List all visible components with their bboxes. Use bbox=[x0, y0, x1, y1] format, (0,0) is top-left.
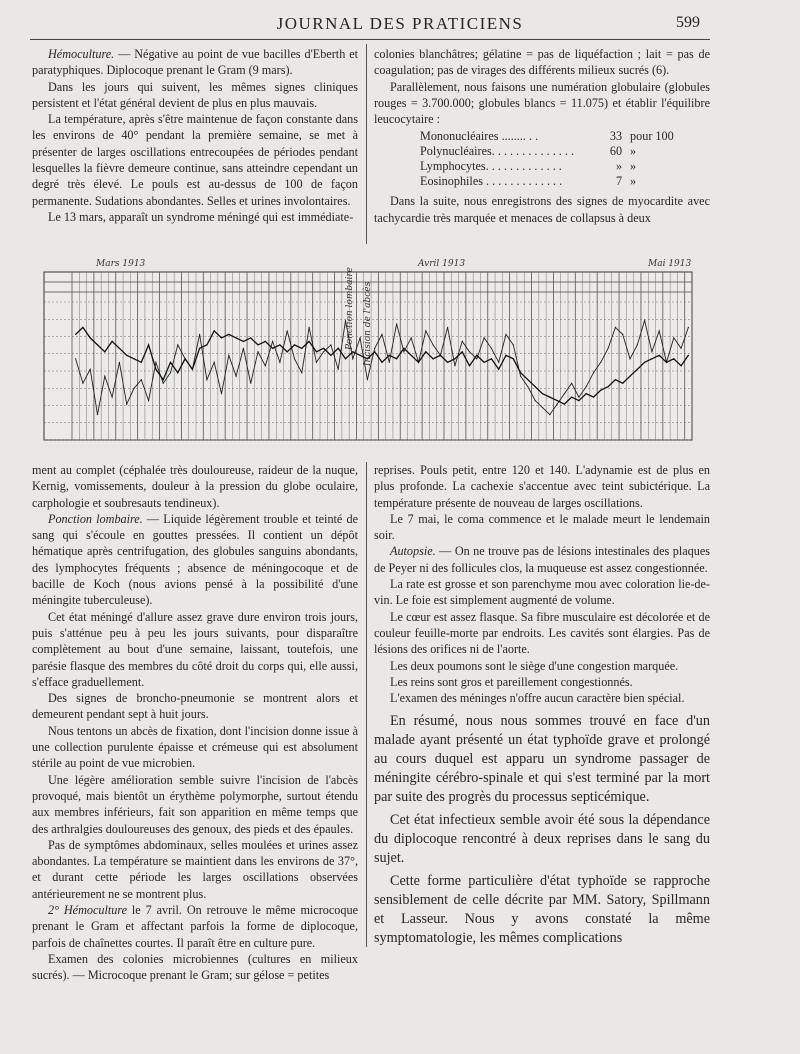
chart-point bbox=[257, 344, 258, 345]
paragraph-text: Une légère amélioration semble suivre l'incision de l'abcès provoqué, mais bientôt un érythème polymorphe, surtout étendu aux membres inférieurs, fait son apparition en même temps que des arthralgies douloureuses des genoux, des pieds et des épaules. bbox=[32, 772, 358, 836]
chart-point bbox=[338, 348, 339, 349]
formula-cell-value: » bbox=[615, 159, 623, 174]
chart-point bbox=[454, 365, 455, 366]
chart-point bbox=[236, 376, 237, 377]
paragraph-text: Nous tentons un abcès de fixation, dont l'incision donne issue à une collection purulente épaisse et crémeuse qui est absolument stérile au point de vue microbien. bbox=[32, 723, 358, 771]
chart-point bbox=[389, 362, 390, 363]
chart-point bbox=[396, 323, 397, 324]
paragraph bbox=[32, 690, 358, 723]
chart-point bbox=[403, 351, 404, 352]
paragraph bbox=[32, 79, 358, 112]
chart-point bbox=[433, 358, 434, 359]
chart-point bbox=[272, 341, 273, 342]
chart-point bbox=[608, 348, 609, 349]
chart-point bbox=[243, 341, 244, 342]
chart-point bbox=[192, 369, 193, 370]
chart-point bbox=[141, 379, 142, 380]
chart-point bbox=[374, 351, 375, 352]
paragraph bbox=[32, 723, 358, 772]
chart-point bbox=[600, 362, 601, 363]
paragraph-text: L'examen des méninges n'offre aucun caractère bien spécial. bbox=[390, 691, 685, 706]
chart-point bbox=[440, 355, 441, 356]
chart-point bbox=[681, 348, 682, 349]
header-rule bbox=[30, 39, 710, 40]
paragraph bbox=[32, 462, 358, 511]
chart-point bbox=[381, 362, 382, 363]
paragraph bbox=[32, 511, 358, 609]
chart-month-label: Mai 1913 bbox=[648, 259, 692, 269]
column-divider-bottom bbox=[366, 462, 367, 947]
summary-paragraph: Cet état infectieux semble avoir été sous la dépendance du diplocoque rencontré à deux reprises dans le sang du sujet. bbox=[374, 812, 710, 867]
chart-point bbox=[177, 344, 178, 345]
chart-point bbox=[615, 379, 616, 380]
chart-point bbox=[316, 362, 317, 363]
chart-point bbox=[396, 358, 397, 359]
formula-row bbox=[416, 129, 704, 144]
chart-point bbox=[119, 362, 120, 363]
chart-point bbox=[462, 351, 463, 352]
paragraph bbox=[32, 609, 358, 690]
chart-point bbox=[155, 362, 156, 363]
formula-row bbox=[416, 144, 704, 159]
chart-point bbox=[622, 383, 623, 384]
chart-point bbox=[265, 341, 266, 342]
formula-cell-unit: » bbox=[630, 144, 637, 159]
chart-point bbox=[557, 400, 558, 401]
paragraph-text: — On ne trouve pas de lésions intestinales des plaques de Peyer ni des follicules clos, la muqueuse est assez congestionnée. bbox=[374, 544, 710, 575]
chart-point bbox=[513, 344, 514, 345]
chart-point bbox=[374, 348, 375, 349]
formula-cell-value: 60 bbox=[609, 144, 623, 159]
paragraph-lead: 2° Hémoculture bbox=[48, 903, 128, 918]
chart-point bbox=[221, 337, 222, 338]
chart-point bbox=[206, 379, 207, 380]
paragraph-lead: Hémoculture. bbox=[48, 47, 115, 61]
chart-point bbox=[236, 337, 237, 338]
chart-point bbox=[112, 341, 113, 342]
chart-point bbox=[433, 344, 434, 345]
chart-point bbox=[148, 344, 149, 345]
chart-point bbox=[411, 355, 412, 356]
column-divider-top bbox=[366, 44, 367, 244]
chart-point bbox=[513, 358, 514, 359]
chart-point bbox=[126, 355, 127, 356]
chart-point bbox=[622, 334, 623, 335]
formula-cell-unit: » bbox=[630, 174, 637, 189]
chart-point bbox=[681, 365, 682, 366]
paragraph-text: Le cœur est assez flasque. Sa fibre musculaire est décolorée et de couleur feuille-morte par endroits. Les cavités sont élargies. Pas de lésions des orifices ni de l'aorte. bbox=[374, 609, 710, 657]
chart-point bbox=[593, 397, 594, 398]
chart-point bbox=[381, 334, 382, 335]
chart-point bbox=[345, 358, 346, 359]
chart-point bbox=[593, 372, 594, 373]
page-number: 599 bbox=[676, 14, 700, 31]
paragraph bbox=[374, 543, 710, 576]
paragraph bbox=[32, 951, 358, 984]
chart-point bbox=[163, 383, 164, 384]
chart-point bbox=[535, 400, 536, 401]
paragraph-text: La rate est grosse et son parenchyme mou avec coloration lie-de-vin. Le foie est simplement augmenté de volume. bbox=[374, 577, 710, 608]
chart-point bbox=[294, 344, 295, 345]
paragraph bbox=[374, 511, 710, 544]
chart-point bbox=[330, 344, 331, 345]
chart-point bbox=[82, 383, 83, 384]
temperature-pulse-chart bbox=[36, 254, 698, 450]
chart-point bbox=[586, 393, 587, 394]
chart-point bbox=[155, 369, 156, 370]
paragraph bbox=[374, 658, 710, 674]
chart-point bbox=[476, 355, 477, 356]
chart-point bbox=[535, 386, 536, 387]
chart-point bbox=[214, 362, 215, 363]
chart-point bbox=[651, 358, 652, 359]
chart-point bbox=[637, 344, 638, 345]
right-column-top bbox=[374, 46, 710, 226]
chart-point bbox=[615, 327, 616, 328]
chart-point bbox=[104, 351, 105, 352]
chart-point bbox=[97, 344, 98, 345]
left-column-bottom bbox=[32, 462, 358, 984]
chart-point bbox=[520, 376, 521, 377]
chart-point bbox=[75, 358, 76, 359]
chart-point bbox=[411, 337, 412, 338]
chart-point bbox=[367, 379, 368, 380]
chart-point bbox=[688, 327, 689, 328]
chart-point bbox=[520, 372, 521, 373]
chart-point bbox=[564, 393, 565, 394]
formula-cell-name: Mononucléaires ........ . . bbox=[420, 129, 539, 144]
chart-point bbox=[170, 372, 171, 373]
chart-point bbox=[469, 365, 470, 366]
chart-point bbox=[257, 351, 258, 352]
chart-point bbox=[163, 379, 164, 380]
chart-point bbox=[75, 334, 76, 335]
chart-point bbox=[564, 404, 565, 405]
paragraph-lead: Autopsie. bbox=[390, 544, 436, 559]
chart-point bbox=[425, 351, 426, 352]
paragraph-text: Les deux poumons sont le siège d'une congestion marquée. bbox=[390, 658, 679, 673]
chart-point bbox=[578, 400, 579, 401]
formula-cell-name: Polynucléaires. . . . . . . . . . . . . . bbox=[420, 144, 575, 159]
chart-point bbox=[425, 330, 426, 331]
page-header bbox=[0, 14, 800, 38]
chart-point bbox=[243, 348, 244, 349]
chart-point bbox=[644, 362, 645, 363]
paragraph-text: reprises. Pouls petit, entre 120 et 140. L'adynamie est de plus en plus profonde. La cachexie s'accentue avec teint subictérique. La température présente de nouveau de larges oscillations. bbox=[374, 463, 710, 510]
chart-point bbox=[316, 351, 317, 352]
chart-point bbox=[112, 397, 113, 398]
chart-point bbox=[352, 351, 353, 352]
chart-point bbox=[505, 355, 506, 356]
chart-point bbox=[279, 362, 280, 363]
formula-cell-value: 7 bbox=[615, 174, 623, 189]
chart-point bbox=[527, 386, 528, 387]
chart-point bbox=[673, 358, 674, 359]
chart-point bbox=[659, 330, 660, 331]
chart-point bbox=[403, 348, 404, 349]
chart-point bbox=[469, 351, 470, 352]
formula-cell-unit: pour 100 bbox=[630, 129, 674, 144]
chart-point bbox=[228, 355, 229, 356]
chart-point bbox=[527, 379, 528, 380]
paragraph-text: le 7 avril. On retrouve le même microcoque prenant le Gram et affectant parfois la forme de diplocoque, parfois de chaînettes courtes. Il paraît être en culture pure. bbox=[32, 903, 358, 950]
chart-point bbox=[90, 369, 91, 370]
chart-point bbox=[666, 362, 667, 363]
paragraph-lead: Ponction lombaire. bbox=[48, 511, 143, 526]
chart-point bbox=[104, 376, 105, 377]
chart-point bbox=[97, 414, 98, 415]
chart-point bbox=[476, 358, 477, 359]
paragraph-text: Cet état méningé d'allure assez grave dure environ trois jours, puis s'atténue peu à peu les jours suivants, pour disparaître complètement au bout d'une semaine, laissant, toutefois, une parésie flasque des membres du côté droit du corps qui, elle aussi, s'efface graduellement. bbox=[32, 609, 358, 689]
left-column-top bbox=[32, 46, 358, 225]
chart-point bbox=[498, 369, 499, 370]
paragraph-text: Les reins sont gros et pareillement congestionnés. bbox=[390, 674, 633, 689]
chart-point bbox=[462, 341, 463, 342]
chart-point bbox=[418, 362, 419, 363]
chart-point bbox=[491, 358, 492, 359]
formula-cell-name: Eosinophiles . . . . . . . . . . . . . bbox=[420, 174, 563, 189]
running-head: JOURNAL DES PRATICIENS bbox=[276, 14, 524, 33]
paragraph-text: — Liquide légèrement trouble et teinté de sang qui s'écoule en gouttes pressées. Il contient un dépôt hématique après centrifugation, des globules sanguins abondants, des lymphocytes fréquents ; absence de méningocoque et de bacille de Koch (nous avions pensé à la possibilité d'une méningite tuberculeuse). bbox=[32, 511, 358, 608]
paragraph-text: Le 13 mars, apparaît un syndrome méningé qui est immédiate- bbox=[48, 209, 354, 224]
chart-point bbox=[491, 348, 492, 349]
chart-month-label: Mars 1913 bbox=[96, 259, 146, 269]
paragraph bbox=[374, 576, 710, 609]
chart-point bbox=[323, 351, 324, 352]
chart-point bbox=[330, 355, 331, 356]
paragraph-text: Examen des colonies microbiennes (cultures en milieux sucrés). — Microcoque prenant le Gram; sur gélose = petites bbox=[32, 951, 358, 983]
paragraph-text: ment au complet (céphalée très douloureuse, raideur de la nuque, Kernig, vomissements, douleur à la pression du globe oculaire, carphologie et soubresauts tendineux). bbox=[32, 463, 358, 510]
paragraph bbox=[374, 609, 710, 658]
paragraph bbox=[32, 772, 358, 837]
paragraph bbox=[374, 674, 710, 690]
chart-point bbox=[360, 355, 361, 356]
paragraph-myocardite: Dans la suite, nous enregistrons des signes de myocardite avec tachycardie très marquée et menaces de collapsus à deux bbox=[374, 194, 710, 225]
chart-point bbox=[549, 397, 550, 398]
chart-point bbox=[221, 393, 222, 394]
chart-point bbox=[250, 337, 251, 338]
paragraph-text: La température, après s'être maintenue de façon constante dans les environs de 40° pendant la première semaine, se met à présenter de larges oscillations entrecoupées de périodes pendant lesquelles la fièvre demeure continue, sans atteindre cependant un degré très élevé. Le pouls est au-dessus de 100 de façon permanente. Sudations abondantes. Selles et urines involontaires. bbox=[32, 112, 358, 208]
chart-point bbox=[549, 414, 550, 415]
chart-point bbox=[206, 344, 207, 345]
chart-point bbox=[90, 337, 91, 338]
chart-point bbox=[199, 334, 200, 335]
chart-point bbox=[586, 386, 587, 387]
chart-point bbox=[82, 327, 83, 328]
chart-vertical-note: Incision de l'abcès bbox=[363, 281, 373, 366]
paragraph-text: Le 7 mai, le coma commence et le malade meurt le lendemain soir. bbox=[374, 511, 710, 543]
chart-point bbox=[301, 348, 302, 349]
chart-point bbox=[214, 330, 215, 331]
chart-point bbox=[185, 358, 186, 359]
chart-point bbox=[629, 358, 630, 359]
paragraph bbox=[32, 837, 358, 902]
paragraph bbox=[32, 902, 358, 951]
paragraph bbox=[32, 209, 358, 225]
chart-point bbox=[557, 404, 558, 405]
formula-row bbox=[416, 159, 704, 174]
chart-point bbox=[571, 397, 572, 398]
chart-point bbox=[287, 330, 288, 331]
chart-point bbox=[228, 334, 229, 335]
chart-point bbox=[447, 327, 448, 328]
chart-point bbox=[505, 334, 506, 335]
chart-point bbox=[301, 372, 302, 373]
paragraph bbox=[374, 690, 710, 706]
chart-point bbox=[279, 344, 280, 345]
chart-point bbox=[542, 393, 543, 394]
chart-point bbox=[484, 337, 485, 338]
paragraph-text: — Négative au point de vue bacilles d'Eberth et paratyphiques. Diplocoque prenant le Gram (9 mars). bbox=[32, 47, 358, 78]
chart-point bbox=[498, 362, 499, 363]
chart-point bbox=[571, 383, 572, 384]
chart-point bbox=[338, 369, 339, 370]
formula-cell-name: Lymphocytes. . . . . . . . . . . . . bbox=[420, 159, 562, 174]
chart-point bbox=[272, 348, 273, 349]
chart-point bbox=[673, 337, 674, 338]
chart-point bbox=[360, 337, 361, 338]
chart-point bbox=[637, 369, 638, 370]
chart-vertical-note: Ponction lombaire bbox=[345, 267, 355, 350]
formula-row bbox=[416, 174, 704, 189]
chart-point bbox=[688, 355, 689, 356]
chart-point bbox=[608, 386, 609, 387]
paragraph-text: Dans les jours qui suivent, les mêmes signes cliniques persistent et l'état général devient de plus en plus mauvais. bbox=[32, 79, 358, 110]
chart-point bbox=[309, 327, 310, 328]
chart-point bbox=[352, 358, 353, 359]
chart-month-label: Avril 1913 bbox=[418, 259, 466, 269]
leucocyte-formula-table bbox=[416, 129, 704, 189]
chart-point bbox=[454, 358, 455, 359]
paragraph-numeration: Parallèlement, nous faisons une numération globulaire (globules rouges = 3.700.000; globules blancs = 11.075) et établir l'équilibre leucocytaire : bbox=[374, 79, 710, 127]
chart-point bbox=[133, 388, 134, 389]
chart-point bbox=[629, 376, 630, 377]
chart-point bbox=[177, 372, 178, 373]
paragraph bbox=[32, 46, 358, 79]
right-column-bottom bbox=[374, 462, 710, 952]
chart-point bbox=[389, 355, 390, 356]
chart-point bbox=[644, 320, 645, 321]
chart-point bbox=[651, 351, 652, 352]
paragraph bbox=[374, 462, 710, 511]
summary-block bbox=[374, 712, 710, 948]
chart-point bbox=[447, 362, 448, 363]
chart-point bbox=[119, 348, 120, 349]
paragraph-colonies: colonies blanchâtres; gélatine = pas de liquéfaction ; lait = pas de coagulation; pas de virages des différents milieux sucrés (6). bbox=[374, 47, 710, 78]
chart-point bbox=[170, 362, 171, 363]
chart-point bbox=[323, 348, 324, 349]
chart-point bbox=[600, 390, 601, 391]
chart-point bbox=[287, 351, 288, 352]
chart-point bbox=[133, 358, 134, 359]
chart-point bbox=[265, 365, 266, 366]
chart-point bbox=[309, 341, 310, 342]
chart-point bbox=[294, 358, 295, 359]
formula-cell-unit: » bbox=[630, 159, 637, 174]
paragraph bbox=[32, 111, 358, 209]
chart-point bbox=[542, 407, 543, 408]
formula-cell-value: 33 bbox=[609, 129, 623, 144]
chart-point bbox=[199, 348, 200, 349]
paragraph-text: Pas de symptômes abdominaux, selles moulées et urines assez abondantes. La température se maintient dans les environs de 37°, et durant cette période les larges oscillations observées antérieurement ne se montrent plus. bbox=[32, 837, 358, 901]
summary-paragraph: Cette forme particulière d'état typhoïde se rapproche sensiblement de celle décrite par MM. Satory, Spillmann et Lasseur. Nous y avons constaté la même symptomatologie, les mêmes complications bbox=[374, 873, 710, 947]
chart-point bbox=[484, 362, 485, 363]
chart-point bbox=[250, 383, 251, 384]
summary-paragraph: En résumé, nous nous sommes trouvé en face d'un malade ayant présenté un état typhoïde grave et prolongé au cours duquel est apparu un syndrome passager de méningite cérébro-spinale et qui s'est terminé par la mort par suite des progrès du processus septicémique. bbox=[374, 713, 710, 806]
chart-point bbox=[141, 362, 142, 363]
chart-point bbox=[578, 397, 579, 398]
paragraph-text: Des signes de broncho-pneumonie se montrent alors et demeurent pendant sept à huit jours. bbox=[32, 691, 358, 722]
chart-point bbox=[126, 404, 127, 405]
chart-point bbox=[659, 355, 660, 356]
chart-point bbox=[148, 400, 149, 401]
